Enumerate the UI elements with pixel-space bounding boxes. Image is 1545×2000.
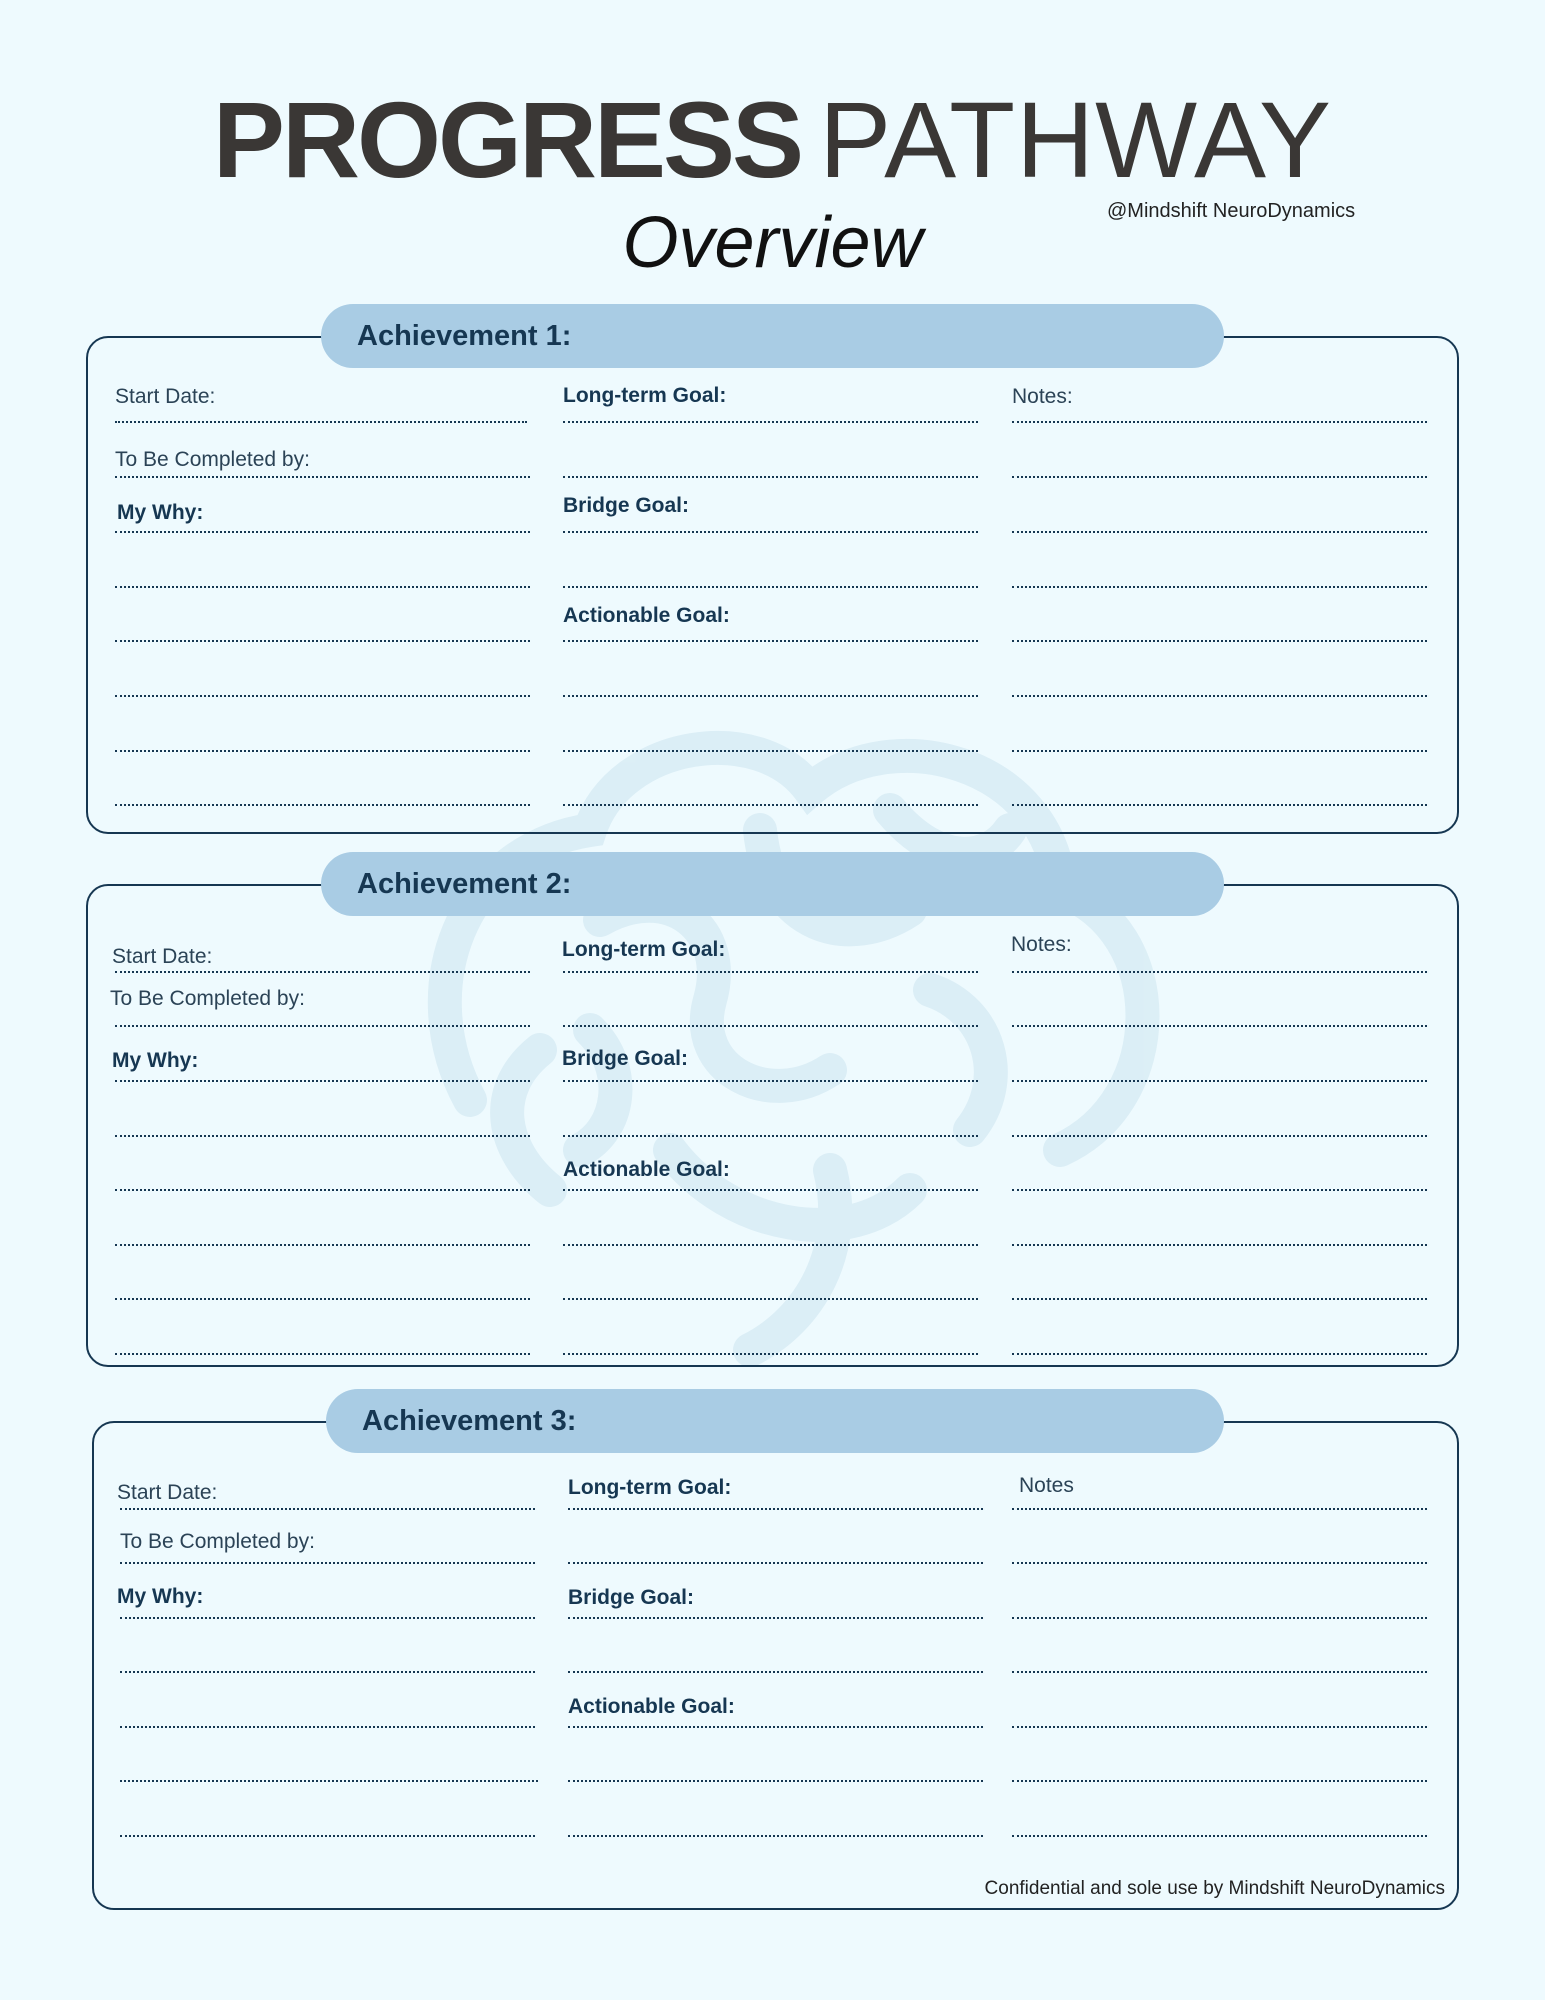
write-line[interactable] (563, 1135, 978, 1137)
write-line[interactable] (115, 1244, 530, 1246)
write-line[interactable] (568, 1617, 983, 1619)
write-line[interactable] (563, 640, 978, 642)
write-line[interactable] (1012, 1835, 1427, 1837)
write-line[interactable] (1012, 1562, 1427, 1564)
write-line[interactable] (563, 531, 978, 533)
write-line[interactable] (120, 1617, 535, 1619)
write-line[interactable] (1012, 1080, 1427, 1082)
title-light: PATHWAY (819, 79, 1333, 200)
write-line[interactable] (115, 421, 527, 423)
write-line[interactable] (115, 804, 530, 806)
write-line[interactable] (115, 640, 530, 642)
bridge-goal-label-3: Bridge Goal: (568, 1586, 695, 1609)
completed-by-label-2: To Be Completed by: (110, 987, 305, 1010)
write-line[interactable] (568, 1562, 983, 1564)
write-line[interactable] (115, 695, 530, 697)
write-line[interactable] (1012, 531, 1427, 533)
achievement-heading-1: Achievement 1: (321, 304, 1224, 368)
my-why-label-1: My Why: (117, 501, 204, 524)
start-date-label-2: Start Date: (112, 945, 213, 968)
write-line[interactable] (1012, 586, 1427, 588)
write-line[interactable] (115, 586, 530, 588)
notes-label-3: Notes (1019, 1474, 1074, 1497)
long-term-goal-label-2: Long-term Goal: (562, 938, 726, 961)
write-line[interactable] (115, 1189, 530, 1191)
confidentiality-footer: Confidential and sole use by Mindshift NeuroDynamics (984, 1878, 1445, 1899)
write-line[interactable] (563, 750, 978, 752)
long-term-goal-label-1: Long-term Goal: (563, 384, 727, 407)
write-line[interactable] (563, 804, 978, 806)
write-line[interactable] (115, 971, 530, 973)
actionable-goal-label-1: Actionable Goal: (563, 604, 730, 627)
write-line[interactable] (1012, 476, 1427, 478)
achievement-card-2 (86, 884, 1459, 1367)
page-title (0, 80, 1545, 200)
write-line[interactable] (1012, 1780, 1427, 1782)
write-line[interactable] (1012, 1508, 1427, 1510)
my-why-label-3: My Why: (117, 1585, 204, 1608)
write-line[interactable] (1012, 971, 1427, 973)
achievement-heading-2: Achievement 2: (321, 852, 1224, 916)
write-line[interactable] (568, 1726, 983, 1728)
write-line[interactable] (120, 1780, 538, 1782)
write-line[interactable] (1012, 1244, 1427, 1246)
write-line[interactable] (1012, 1135, 1427, 1137)
write-line[interactable] (120, 1726, 535, 1728)
write-line[interactable] (115, 476, 530, 478)
write-line[interactable] (1012, 750, 1427, 752)
write-line[interactable] (1012, 1617, 1427, 1619)
write-line[interactable] (563, 1080, 978, 1082)
write-line[interactable] (563, 971, 978, 973)
title-bold: PROGRESS (212, 79, 802, 200)
completed-by-label-3: To Be Completed by: (120, 1530, 315, 1553)
write-line[interactable] (1012, 695, 1427, 697)
write-line[interactable] (115, 531, 530, 533)
write-line[interactable] (1012, 421, 1427, 423)
write-line[interactable] (1012, 804, 1427, 806)
notes-label-1: Notes: (1012, 385, 1073, 408)
write-line[interactable] (568, 1780, 983, 1782)
write-line[interactable] (120, 1562, 535, 1564)
write-line[interactable] (115, 1135, 530, 1137)
page-subtitle: Overview (622, 203, 923, 283)
achievement-heading-3: Achievement 3: (326, 1389, 1224, 1453)
write-line[interactable] (120, 1508, 535, 1510)
write-line[interactable] (1012, 1671, 1427, 1673)
notes-label-2: Notes: (1011, 933, 1072, 956)
my-why-label-2: My Why: (112, 1049, 199, 1072)
write-line[interactable] (1012, 1189, 1427, 1191)
bridge-goal-label-2: Bridge Goal: (562, 1047, 689, 1070)
write-line[interactable] (115, 1025, 530, 1027)
write-line[interactable] (1012, 1025, 1427, 1027)
write-line[interactable] (563, 695, 978, 697)
write-line[interactable] (563, 1298, 978, 1300)
write-line[interactable] (563, 476, 978, 478)
start-date-label-1: Start Date: (115, 385, 216, 408)
write-line[interactable] (1012, 1353, 1427, 1355)
write-line[interactable] (568, 1508, 983, 1510)
completed-by-label-1: To Be Completed by: (115, 448, 310, 471)
bridge-goal-label-1: Bridge Goal: (563, 494, 690, 517)
write-line[interactable] (1012, 1726, 1427, 1728)
author-handle: @Mindshift NeuroDynamics (1107, 200, 1356, 222)
write-line[interactable] (1012, 1298, 1427, 1300)
write-line[interactable] (115, 1353, 530, 1355)
long-term-goal-label-3: Long-term Goal: (568, 1476, 732, 1499)
write-line[interactable] (568, 1835, 983, 1837)
actionable-goal-label-3: Actionable Goal: (568, 1695, 735, 1718)
write-line[interactable] (563, 1189, 978, 1191)
write-line[interactable] (120, 1671, 535, 1673)
achievement-card-1 (86, 336, 1459, 834)
actionable-goal-label-2: Actionable Goal: (563, 1158, 730, 1181)
write-line[interactable] (563, 1025, 978, 1027)
write-line[interactable] (568, 1671, 983, 1673)
write-line[interactable] (563, 1353, 978, 1355)
write-line[interactable] (115, 750, 530, 752)
write-line[interactable] (1012, 640, 1427, 642)
start-date-label-3: Start Date: (117, 1481, 218, 1504)
write-line[interactable] (115, 1298, 530, 1300)
write-line[interactable] (115, 1080, 530, 1082)
write-line[interactable] (563, 421, 978, 423)
write-line[interactable] (563, 586, 978, 588)
write-line[interactable] (120, 1835, 535, 1837)
write-line[interactable] (563, 1244, 978, 1246)
